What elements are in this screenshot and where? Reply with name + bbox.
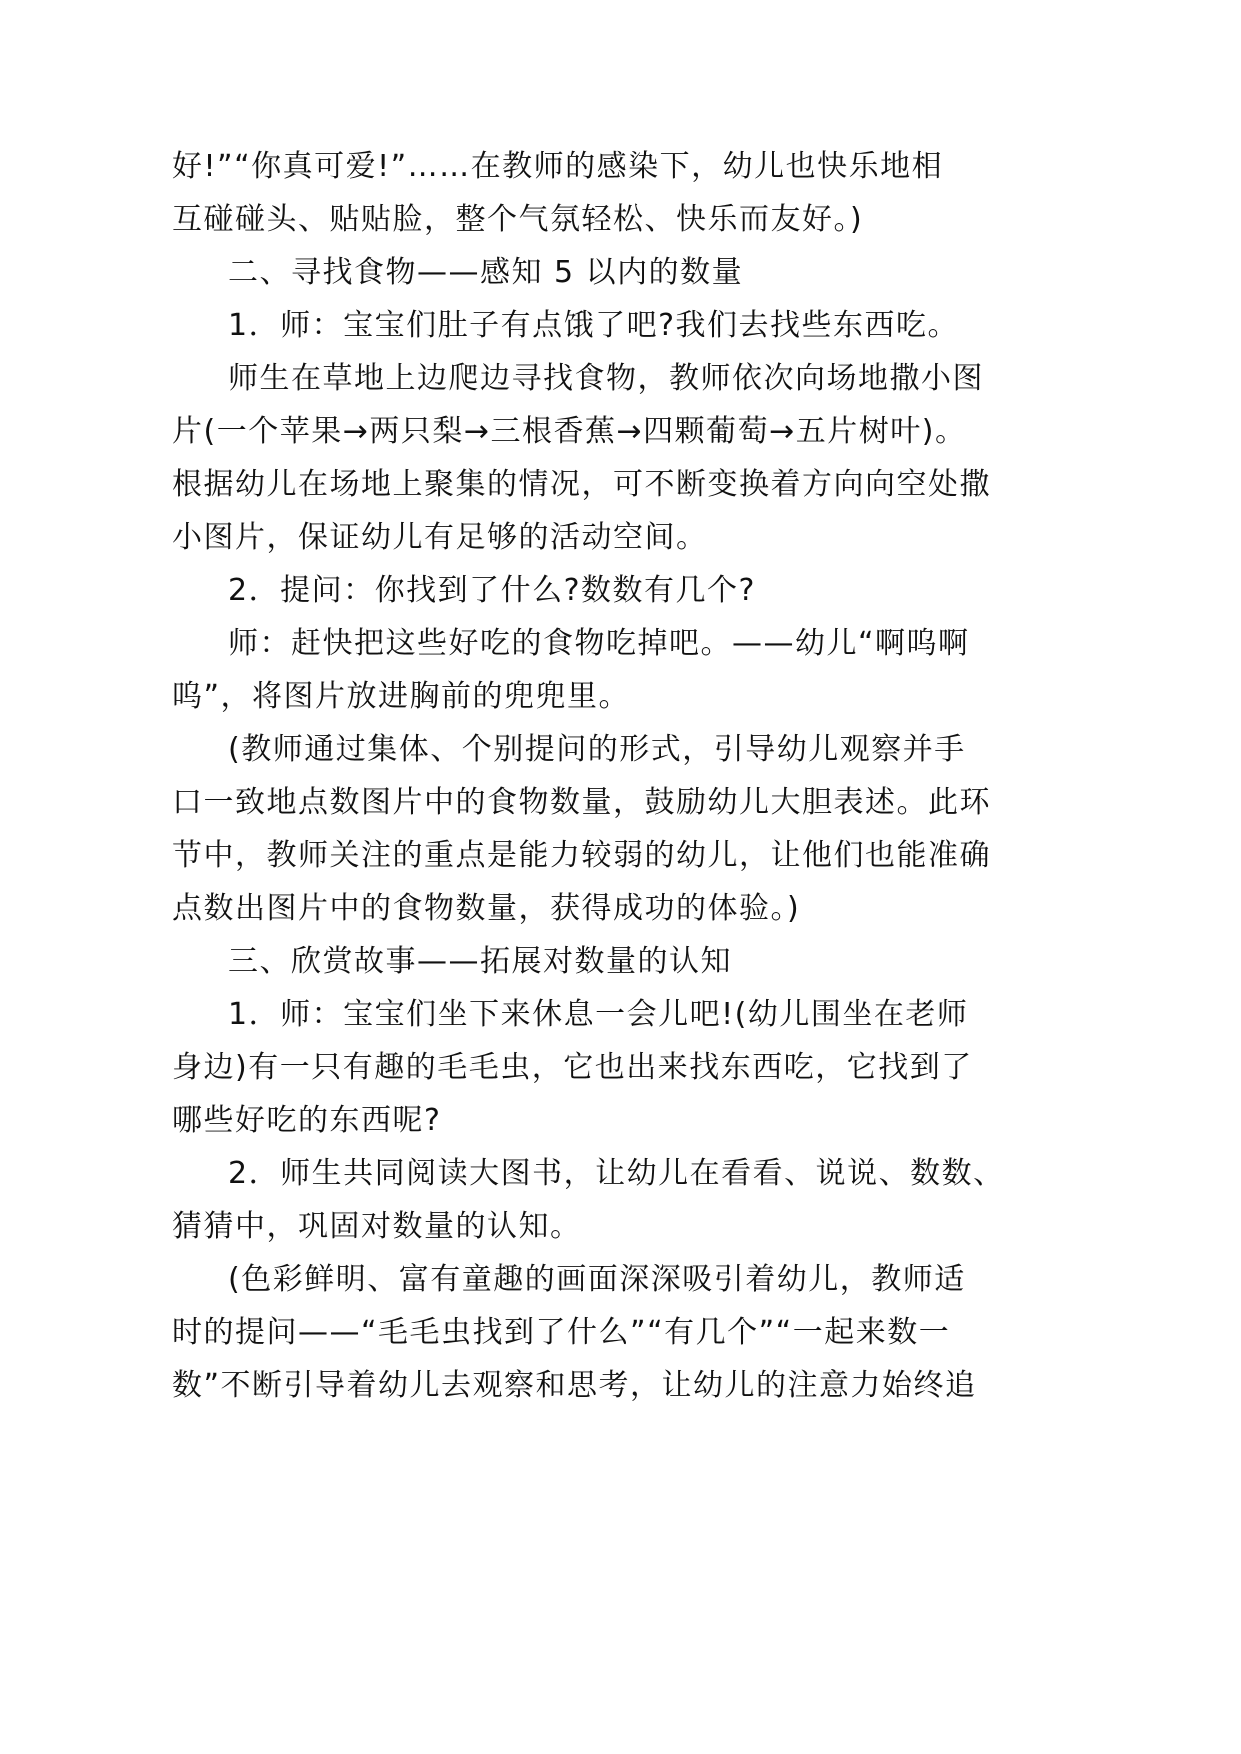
text-line: 师：赶快把这些好吃的食物吃掉吧。——幼儿“啊呜啊	[228, 626, 970, 661]
text-line: 节中，教师关注的重点是能力较弱的幼儿，让他们也能准确	[172, 838, 991, 873]
text-line: 身边)有一只有趣的毛毛虫，它也出来找东西吃，它找到了	[172, 1050, 973, 1085]
text-line: (色彩鲜明、富有童趣的画面深深吸引着幼儿，教师适	[228, 1262, 966, 1297]
text-line: 片(一个苹果→两只梨→三根香蕉→四颗葡萄→五片树叶)。	[172, 414, 967, 449]
text-line: 1．师：宝宝们坐下来休息一会儿吧!(幼儿围坐在老师	[228, 997, 969, 1032]
text-line: 小图片，保证幼儿有足够的活动空间。	[172, 520, 708, 555]
text-line: 时的提问——“毛毛虫找到了什么”“有几个”“一起来数一	[172, 1315, 951, 1350]
text-line: 1．师：宝宝们肚子有点饿了吧?我们去找些东西吃。	[228, 308, 960, 343]
text-line: 哪些好吃的东西呢?	[172, 1103, 442, 1138]
text-line: 互碰碰头、贴贴脸，整个气氛轻松、快乐而友好。)	[172, 202, 864, 237]
text-line: 2．提问：你找到了什么?数数有几个?	[228, 573, 756, 608]
text-line: 数”不断引导着幼儿去观察和思考，让幼儿的注意力始终追	[172, 1368, 977, 1403]
text-line: 呜”，将图片放进胸前的兜兜里。	[172, 679, 631, 714]
text-line: 猜猜中，巩固对数量的认知。	[172, 1209, 582, 1244]
text-line: (教师通过集体、个别提问的形式，引导幼儿观察并手	[228, 732, 966, 767]
text-line: 好!”“你真可爱!”……在教师的感染下，幼儿也快乐地相	[172, 149, 944, 184]
text-line: 师生在草地上边爬边寻找食物，教师依次向场地撒小图	[228, 361, 984, 396]
section-heading: 三、欣赏故事——拓展对数量的认知	[228, 944, 732, 979]
text-line: 根据幼儿在场地上聚集的情况，可不断变换着方向向空处撒	[172, 467, 991, 502]
text-line: 点数出图片中的食物数量，获得成功的体验。)	[172, 891, 801, 926]
section-heading: 二、寻找食物——感知 5 以内的数量	[228, 255, 744, 290]
text-line: 口一致地点数图片中的食物数量，鼓励幼儿大胆表述。此环	[172, 785, 991, 820]
text-line: 2．师生共同阅读大图书，让幼儿在看看、说说、数数、	[228, 1156, 1005, 1191]
